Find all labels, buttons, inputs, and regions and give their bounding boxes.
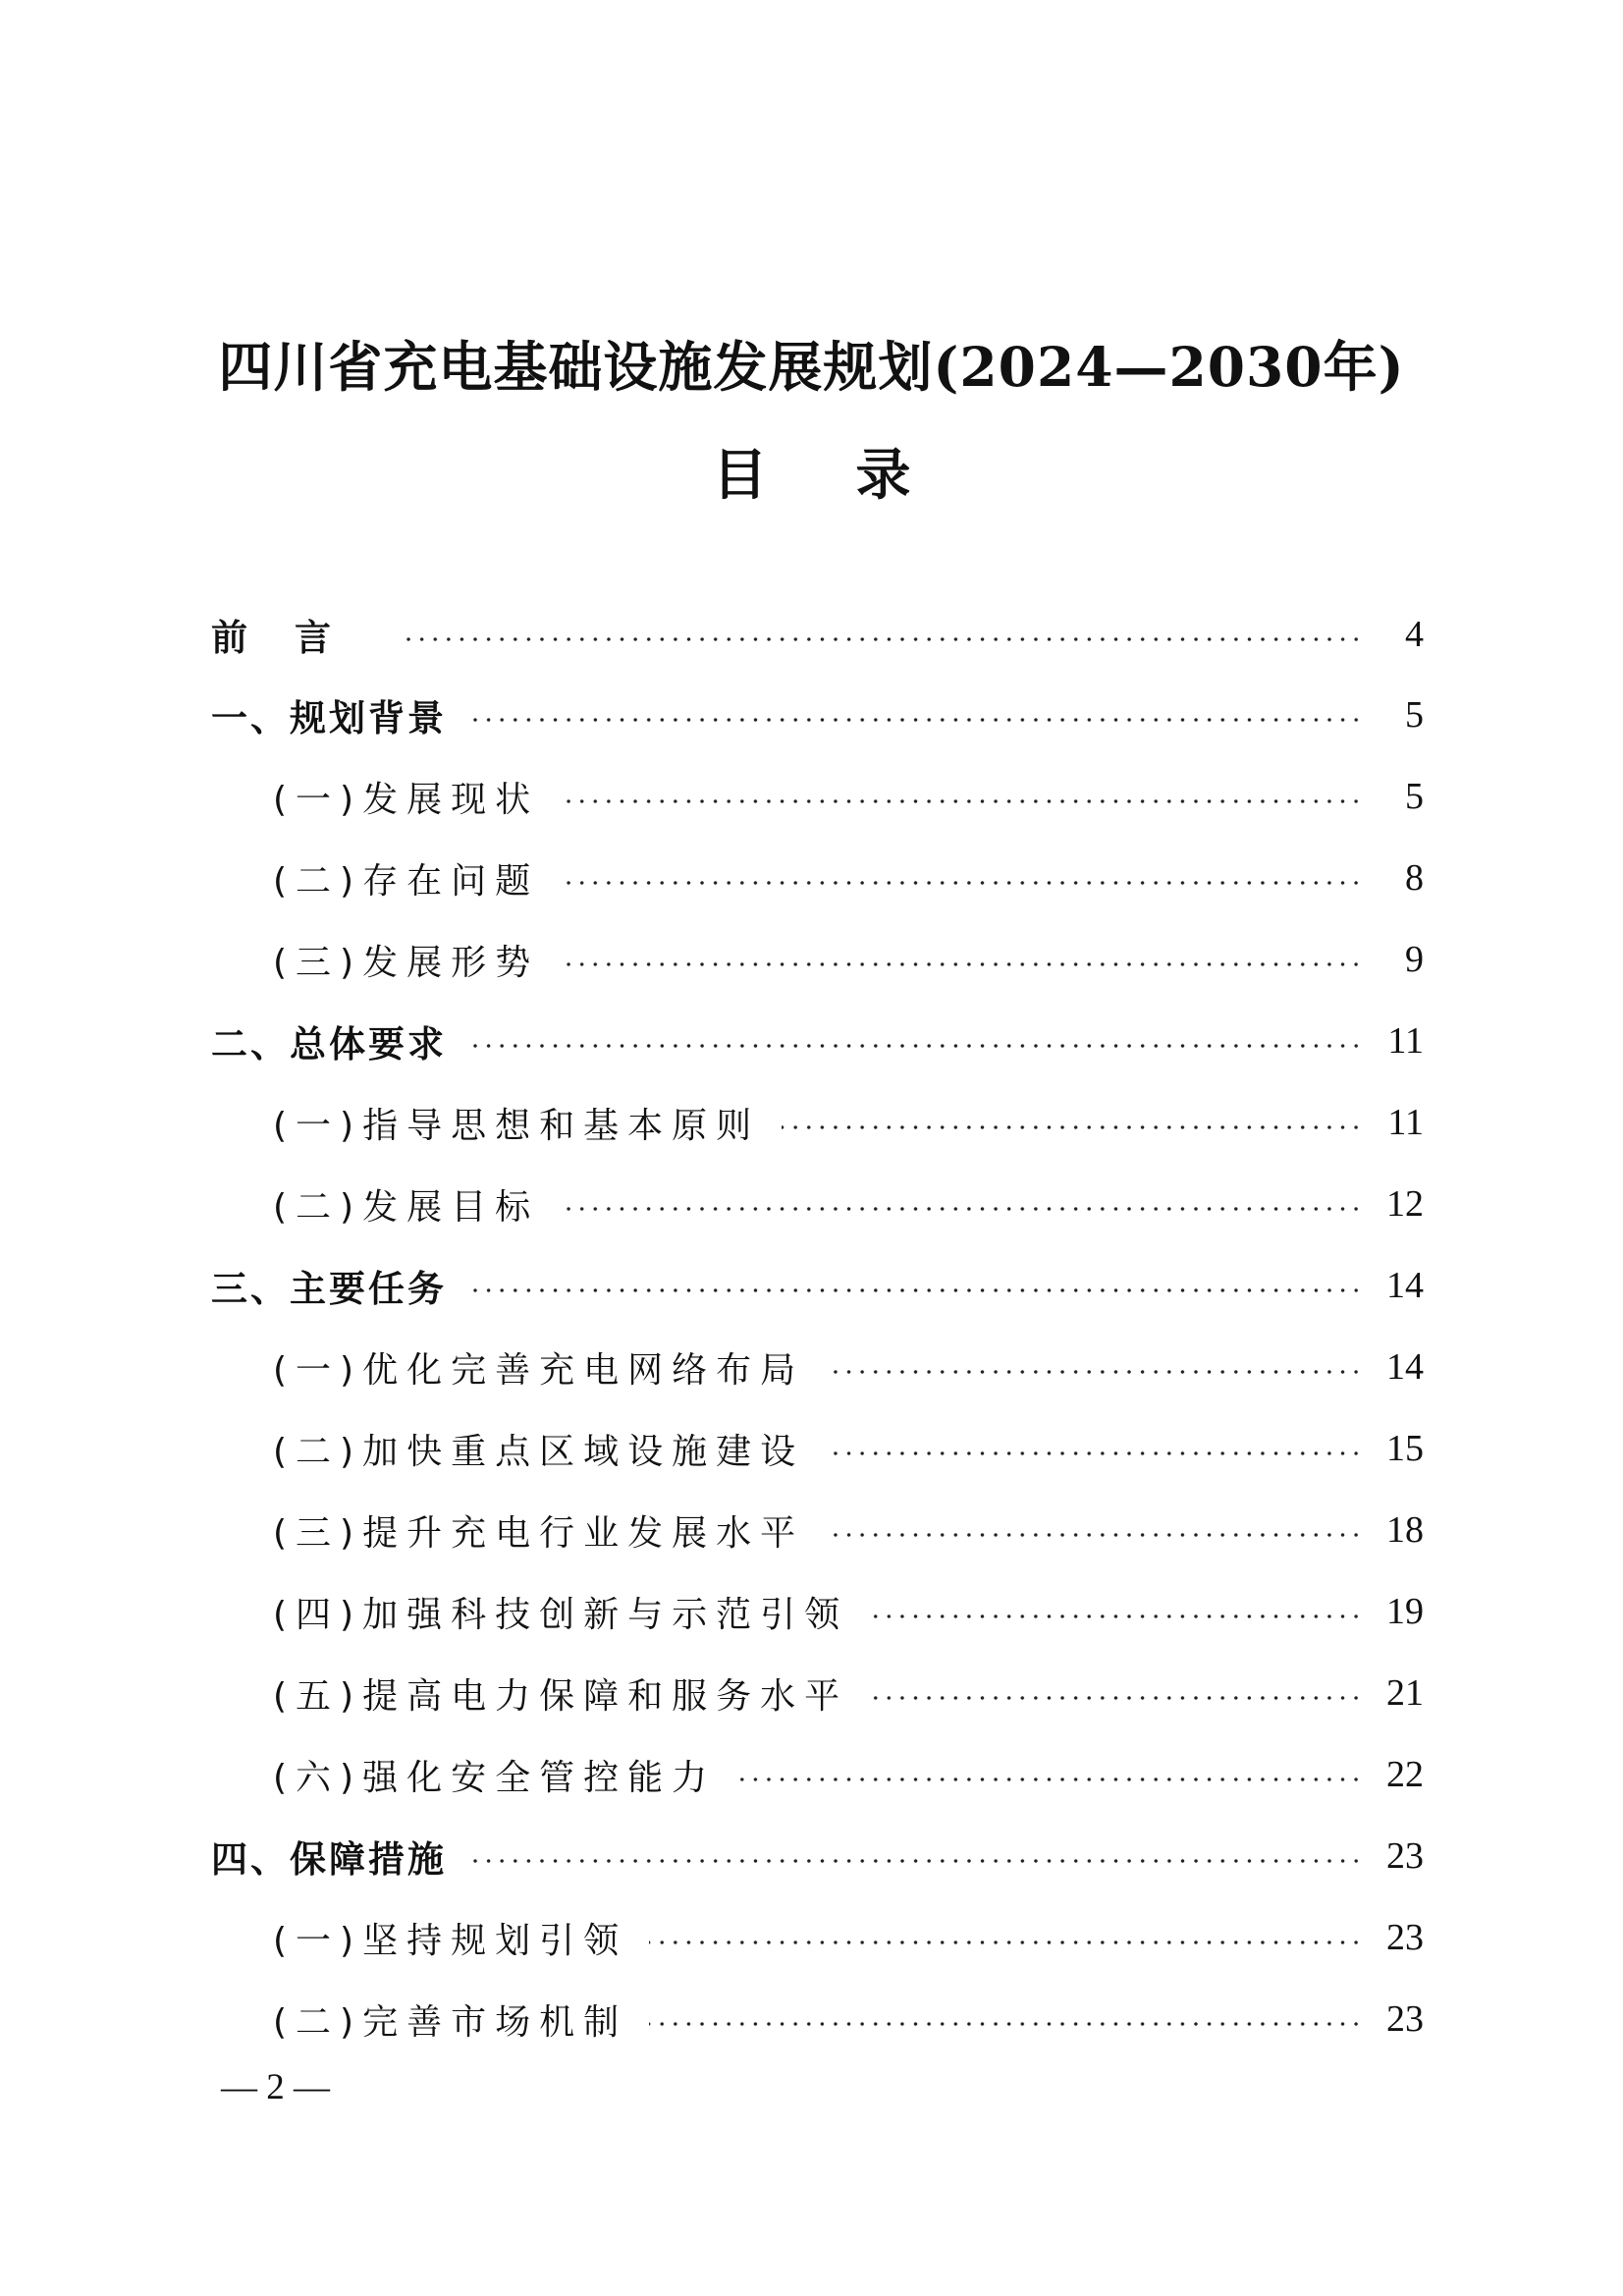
toc-entry-label: 一、规划背景 — [211, 697, 447, 739]
toc-entry-section-1-1[interactable] — [273, 767, 1424, 826]
dot-leader — [782, 1124, 1363, 1130]
dot-leader — [649, 1940, 1363, 1945]
toc-entry-label: 四、保障措施 — [211, 1838, 447, 1881]
toc-entry-section-3-4[interactable] — [273, 1582, 1424, 1641]
toc-entry-page: 23 — [1386, 1998, 1424, 2040]
toc-entry-label: 三、主要任务 — [211, 1268, 447, 1310]
dot-leader — [561, 961, 1363, 967]
toc-entry-section-3-1[interactable] — [273, 1338, 1424, 1396]
toc-entry-page: 11 — [1387, 1102, 1424, 1143]
toc-entry-label: 前言 — [211, 617, 378, 659]
toc-entry-page: 9 — [1405, 939, 1424, 980]
dot-leader — [737, 1777, 1363, 1782]
toc-entry-label: (二)加快重点区域设施建设 — [273, 1431, 805, 1472]
toc-entry-section-2-1[interactable] — [273, 1093, 1424, 1152]
toc-entry-page: 14 — [1386, 1346, 1424, 1388]
toc-entry-section-3[interactable] — [211, 1256, 1424, 1315]
toc-entry-page: 5 — [1405, 776, 1424, 817]
dot-leader — [468, 1043, 1363, 1049]
toc-entry-label: (五)提高电力保障和服务水平 — [273, 1675, 849, 1717]
dot-leader — [561, 1206, 1363, 1212]
toc-entry-page: 4 — [1405, 614, 1424, 655]
dot-leader — [870, 1613, 1363, 1619]
toc-entry-page: 23 — [1386, 1917, 1424, 1958]
toc-entry-page: 12 — [1386, 1183, 1424, 1225]
dot-leader — [468, 717, 1363, 723]
toc-entry-page: 11 — [1387, 1020, 1424, 1062]
toc-entry-page: 5 — [1405, 694, 1424, 736]
toc-entry-section-3-3[interactable] — [273, 1501, 1424, 1559]
dot-leader — [826, 1450, 1363, 1456]
dot-leader — [870, 1695, 1363, 1701]
dot-leader — [649, 2021, 1363, 2027]
toc-entry-section-2[interactable] — [211, 1011, 1424, 1070]
dot-leader — [561, 798, 1363, 804]
toc-entry-section-2-2[interactable] — [273, 1175, 1424, 1233]
toc-entry-label: (三)发展形势 — [273, 942, 540, 983]
toc-entry-page: 23 — [1386, 1835, 1424, 1877]
toc-entry-label: (三)提升充电行业发展水平 — [273, 1512, 805, 1554]
toc-entry-page: 14 — [1386, 1265, 1424, 1306]
toc-entry-label: (二)存在问题 — [273, 860, 540, 902]
toc-entry-section-1-2[interactable] — [273, 848, 1424, 907]
toc-entry-page: 19 — [1386, 1591, 1424, 1632]
toc-entry-page: 15 — [1386, 1428, 1424, 1469]
toc-entry-label: (二)发展目标 — [273, 1186, 540, 1228]
dot-leader — [826, 1532, 1363, 1538]
toc-entry-section-4-2[interactable] — [273, 1990, 1424, 2049]
toc-entry-page: 21 — [1386, 1672, 1424, 1714]
toc-entry-label: (一)发展现状 — [273, 779, 540, 820]
dot-leader — [468, 1287, 1363, 1293]
toc-entry-page: 18 — [1386, 1509, 1424, 1551]
toc-entry-section-3-6[interactable] — [273, 1745, 1424, 1804]
toc-entry-section-4-1[interactable] — [273, 1908, 1424, 1967]
page-title: 四川省充电基础设施发展规划(2024—2030年) — [218, 335, 1405, 399]
toc-entry-label: (六)强化安全管控能力 — [273, 1757, 717, 1798]
toc-heading: 目录 — [712, 443, 1000, 508]
toc-entry-label: (二)完善市场机制 — [273, 2001, 628, 2043]
toc-entry-label: (四)加强科技创新与示范引领 — [273, 1594, 849, 1635]
toc-entry-section-1-3[interactable] — [273, 930, 1424, 989]
toc-entry-section-4[interactable] — [211, 1827, 1424, 1886]
toc-entry-label: 二、总体要求 — [211, 1023, 447, 1066]
toc-entry-section-1[interactable] — [211, 685, 1424, 744]
dot-leader — [400, 636, 1363, 642]
toc-entry-label: (一)坚持规划引领 — [273, 1920, 628, 1961]
toc-entry-label: (一)优化完善充电网络布局 — [273, 1349, 805, 1391]
toc-entry-preface[interactable] — [211, 605, 1424, 664]
toc-entry-label: (一)指导思想和基本原则 — [273, 1105, 761, 1146]
toc-entry-section-3-5[interactable] — [273, 1664, 1424, 1722]
dot-leader — [468, 1858, 1363, 1864]
dot-leader — [826, 1369, 1363, 1375]
toc-entry-page: 22 — [1386, 1754, 1424, 1795]
toc-entry-section-3-2[interactable] — [273, 1419, 1424, 1478]
page-number: — 2 — — [221, 2067, 330, 2107]
toc-entry-page: 8 — [1405, 857, 1424, 899]
dot-leader — [561, 880, 1363, 886]
